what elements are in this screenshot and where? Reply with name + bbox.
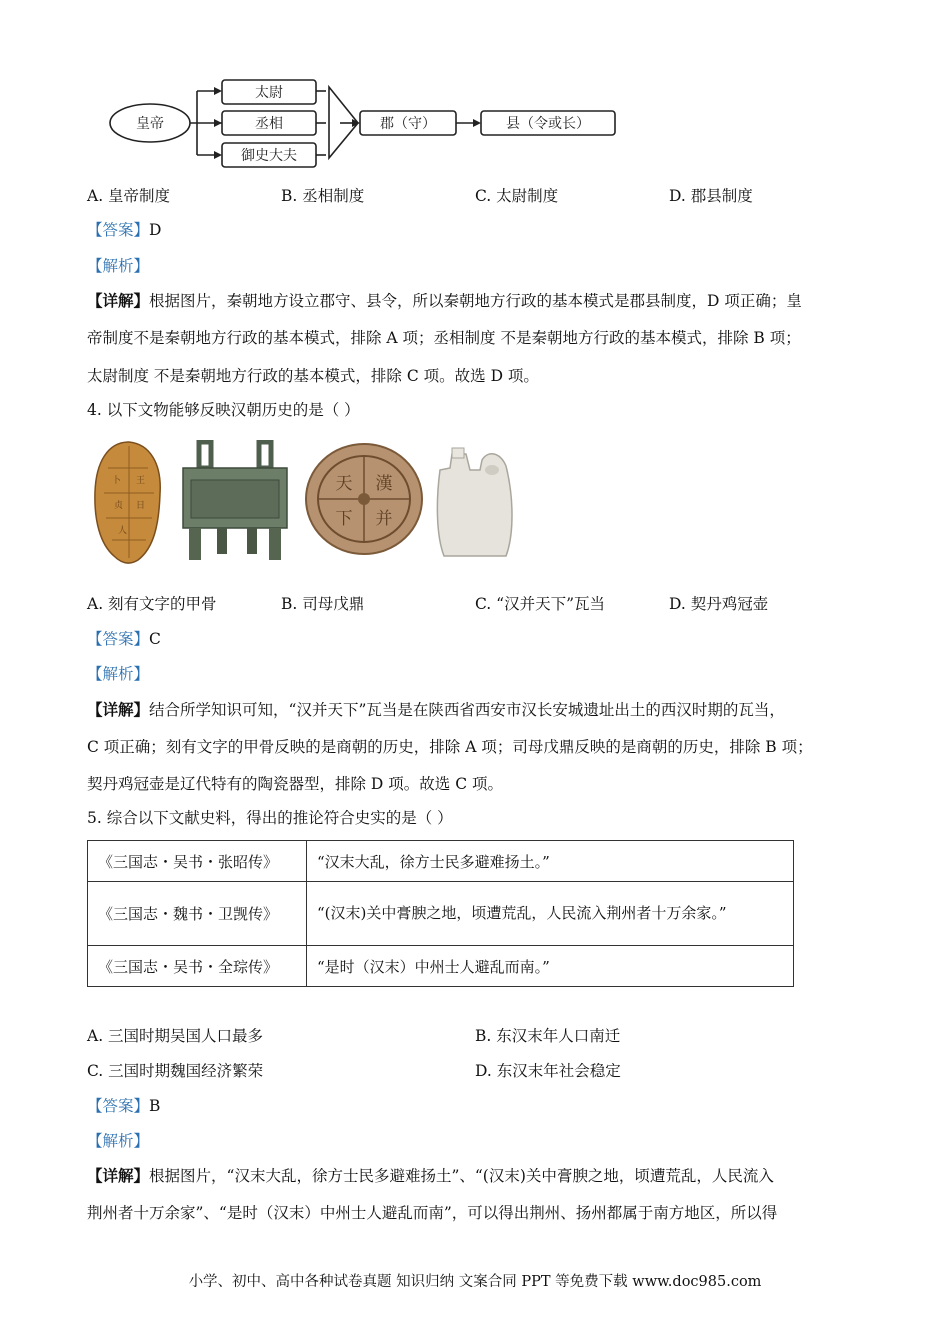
q4-analysis-tag: 【解析】 bbox=[87, 665, 150, 683]
q5-answer: 【答案】B bbox=[87, 1097, 161, 1115]
wadang-char-2: 漢 bbox=[375, 474, 393, 494]
q3-option-b: B. 丞相制度 bbox=[281, 187, 365, 205]
quote-cell: “汉末大乱，徐方士民多避难扬土。” bbox=[307, 841, 794, 882]
table-row bbox=[88, 882, 794, 946]
q3-answer bbox=[87, 220, 161, 240]
q5-analysis-tag: 【解析】 bbox=[87, 1132, 150, 1150]
q4-answer: 【答案】C bbox=[87, 630, 161, 648]
source-cell: 《三国志・吴书・张昭传》 bbox=[88, 841, 307, 882]
q5-detail-line-1: 【详解】根据图片，“汉末大乱，徐方士民多避难扬土”、“(汉末)关中膏腴之地，顷遭荒乱，人民流入 bbox=[87, 1166, 774, 1185]
q4-option-a: A. 刻有文字的甲骨 bbox=[87, 595, 217, 613]
source-table bbox=[87, 840, 794, 987]
svg-text:人: 人 bbox=[118, 526, 128, 536]
answer-value: D bbox=[149, 221, 162, 239]
jun-label: 郡（守） bbox=[380, 116, 436, 132]
answer-value: B bbox=[149, 1097, 161, 1115]
jiguan-pot-image bbox=[430, 440, 518, 560]
admin-structure-diagram bbox=[100, 70, 630, 175]
svg-text:贞: 贞 bbox=[114, 501, 124, 511]
simuwu-ding-image bbox=[177, 440, 293, 565]
emperor-label: 皇帝 bbox=[136, 116, 164, 132]
xian-label: 县（令或长） bbox=[506, 116, 590, 132]
svg-text:王: 王 bbox=[136, 476, 146, 486]
table-row bbox=[88, 841, 794, 882]
wadang-image bbox=[304, 442, 424, 557]
q4-option-b: B. 司母戊鼎 bbox=[281, 595, 365, 613]
quote-cell: “(汉末)关中膏腴之地，顷遭荒乱，人民流入荆州者十万余家。” bbox=[307, 882, 794, 946]
chengxiang-label: 丞相 bbox=[255, 116, 283, 132]
q3-detail-line-1: 【详解】根据图片，秦朝地方设立郡守、县令，所以秦朝地方行政的基本模式是郡县制度，D 项正确；皇 bbox=[87, 291, 802, 310]
q5-option-c: C. 三国时期魏国经济繁荣 bbox=[87, 1062, 264, 1080]
oracle-bone-image bbox=[88, 438, 170, 566]
taiwei-label: 太尉 bbox=[255, 85, 283, 101]
q4-detail-line-3: 契丹鸡冠壶是辽代特有的陶瓷器型，排除 D 项。故选 C 项。 bbox=[87, 775, 503, 793]
q4-option-d: D. 契丹鸡冠壶 bbox=[669, 595, 769, 613]
answer-tag: 【答案】 bbox=[87, 221, 150, 239]
page-footer: 小学、初中、高中各种试卷真题 知识归纳 文案合同 PPT 等免费下载 www.doc985.com bbox=[188, 1274, 762, 1290]
q5-detail-line-2: 荆州者十万余家”、“是时（汉末）中州士人避乱而南”，可以得出荆州、扬州都属于南方地区，所以得 bbox=[87, 1204, 778, 1222]
q4-question: 4. 以下文物能够反映汉朝历史的是（ ） bbox=[87, 401, 360, 419]
q3-detail-line-2: 帝制度不是秦朝地方行政的基本模式，排除 A 项；丞相制度 不是秦朝地方行政的基本模式，排除 B 项； bbox=[87, 329, 801, 347]
q5-question: 5. 综合以下文献史料，得出的推论符合史实的是（ ） bbox=[87, 809, 453, 827]
wadang-char-3: 下 bbox=[335, 509, 353, 529]
q3-analysis-tag: 【解析】 bbox=[87, 257, 150, 275]
svg-text:卜: 卜 bbox=[112, 476, 122, 486]
detail-tag: 【详解】 bbox=[87, 291, 150, 310]
q5-option-a: A. 三国时期吴国人口最多 bbox=[87, 1027, 264, 1045]
wadang-char-1: 天 bbox=[335, 474, 353, 494]
q4-option-c: C. “汉并天下”瓦当 bbox=[475, 595, 606, 613]
svg-text:日: 日 bbox=[136, 501, 146, 511]
source-cell: 《三国志・吴书・全琮传》 bbox=[88, 946, 307, 987]
answer-value: C bbox=[149, 630, 161, 648]
q3-option-a: A. 皇帝制度 bbox=[87, 187, 171, 205]
wadang-char-4: 并 bbox=[375, 509, 393, 529]
q3-option-d: D. 郡县制度 bbox=[669, 187, 753, 205]
q3-option-c: C. 太尉制度 bbox=[475, 187, 559, 205]
yushi-label: 御史大夫 bbox=[241, 148, 297, 164]
q4-detail-line-1: 【详解】结合所学知识可知，“汉并天下”瓦当是在陕西省西安市汉长安城遗址出土的西汉时期的瓦当， bbox=[87, 700, 785, 719]
q3-detail-line-3: 太尉制度 不是秦朝地方行政的基本模式，排除 C 项。故选 D 项。 bbox=[87, 367, 539, 385]
table-row bbox=[88, 946, 794, 987]
q5-option-d: D. 东汉末年社会稳定 bbox=[475, 1062, 621, 1080]
q4-detail-line-2: C 项正确；刻有文字的甲骨反映的是商朝的历史，排除 A 项；司母戊鼎反映的是商朝的历史，排除 B 项； bbox=[87, 738, 813, 756]
q5-option-b: B. 东汉末年人口南迁 bbox=[475, 1027, 621, 1045]
source-cell: 《三国志・魏书・卫觊传》 bbox=[88, 882, 307, 946]
quote-cell: “是时（汉末）中州士人避乱而南。” bbox=[307, 946, 794, 987]
